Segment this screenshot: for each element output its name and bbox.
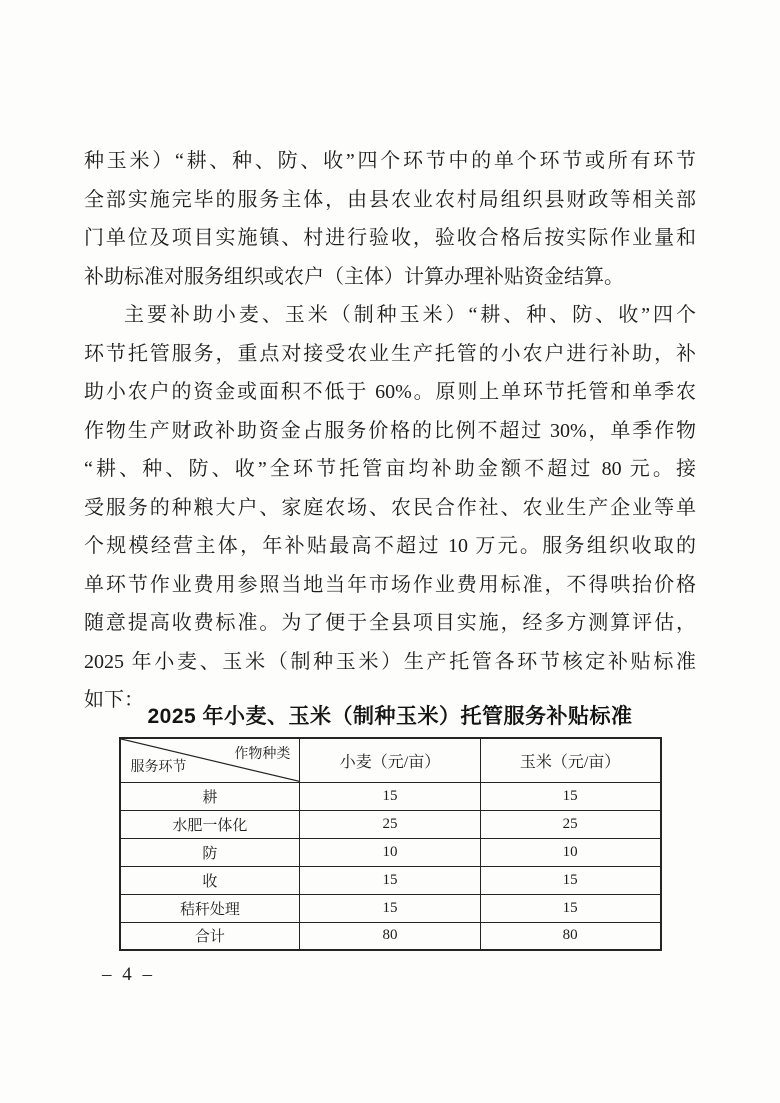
- table-row: [120, 810, 661, 838]
- table-row: [120, 922, 661, 950]
- text-line: 助小农户的资金或面积不低于 60%。原则上单环节托管和单季农: [84, 381, 696, 403]
- stage-cell: 耕: [120, 782, 300, 810]
- text-line: 单环节作业费用参照当地当年市场作业费用标准，不得哄抬价格: [84, 573, 696, 596]
- corn-value-cell: 15: [480, 894, 660, 922]
- table-row: [120, 838, 661, 866]
- wheat-value-cell: 15: [300, 866, 480, 894]
- paragraph-1: [84, 142, 696, 296]
- wheat-value-cell: 15: [300, 782, 480, 810]
- corn-value-cell: 25: [480, 810, 660, 838]
- text-line: 2025 年小麦、玉米（制种玉米）生产托管各环节核定补贴标准: [84, 650, 696, 673]
- subsidy-table-section: [84, 704, 696, 951]
- wheat-value-cell: 15: [300, 894, 480, 922]
- wheat-value-cell: 80: [300, 922, 480, 950]
- corn-value-cell: 80: [480, 922, 660, 950]
- table-row: [120, 894, 661, 922]
- text-line: 随意提高收费标准。为了便于全县项目实施，经多方测算评估，: [84, 612, 696, 634]
- page-number: – 4 –: [102, 964, 155, 985]
- text-line: 个规模经营主体，年补贴最高不超过 10 万元。服务组织收取的: [84, 535, 696, 557]
- corn-value-cell: 15: [480, 866, 660, 894]
- stage-cell: 合计: [120, 922, 300, 950]
- body-text: [84, 142, 696, 720]
- stage-cell: 秸秆处理: [120, 894, 300, 922]
- text-line: 环节托管服务，重点对接受农业生产托管的小农户进行补助，补: [84, 342, 696, 365]
- corn-value-cell: 10: [480, 838, 660, 866]
- table-title: 2025 年小麦、玉米（制种玉米）托管服务补贴标准: [147, 705, 633, 728]
- text-line: 门单位及项目实施镇、村进行验收，验收合格后按实际作业量和: [84, 227, 696, 249]
- corn-value-cell: 15: [480, 782, 660, 810]
- paragraph-2: [84, 296, 696, 720]
- wheat-value-cell: 25: [300, 810, 480, 838]
- header-corn-column: 玉米（元/亩）: [480, 738, 660, 782]
- wheat-value-cell: 10: [300, 838, 480, 866]
- stage-cell: 水肥一体化: [120, 810, 300, 838]
- table-body: [120, 782, 661, 950]
- table-header-row: [120, 738, 661, 782]
- stage-cell: 防: [120, 838, 300, 866]
- stage-cell: 收: [120, 866, 300, 894]
- text-line: 全部实施完毕的服务主体，由县农业农村局组织县财政等相关部: [84, 188, 696, 211]
- text-line: 补助标准对服务组织或农户（主体）计算办理补贴资金结算。: [84, 265, 624, 288]
- text-line: 如下：: [84, 689, 144, 711]
- header-wheat-column: 小麦（元/亩）: [300, 738, 480, 782]
- header-corner-cell: [120, 738, 300, 782]
- table-row: [120, 866, 661, 894]
- subsidy-table: [119, 737, 662, 951]
- crop-type-label: 作物种类: [234, 747, 291, 762]
- text-line: 种玉米）“耕、种、防、收”四个环节中的单个环节或所有环节: [84, 150, 696, 172]
- service-stage-label: 服务环节: [130, 759, 187, 775]
- text-line: 主要补助小麦、玉米（制种玉米）“耕、种、防、收”四个: [124, 304, 696, 326]
- text-line: 受服务的种粮大户、家庭农场、农民合作社、农业生产企业等单: [84, 496, 696, 519]
- table-row: [120, 782, 661, 810]
- text-line: “耕、种、防、收”全环节托管亩均补助金额不超过 80 元。接: [84, 458, 696, 480]
- text-line: 作物生产财政补助资金占服务价格的比例不超过 30%，单季作物: [84, 419, 696, 442]
